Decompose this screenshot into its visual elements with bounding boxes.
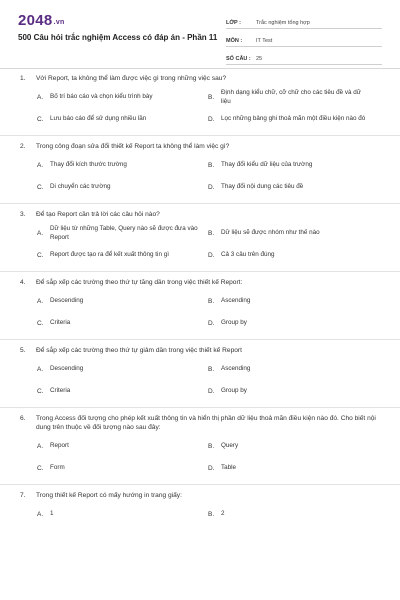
option-text: Table [221, 464, 237, 472]
option-text: Descending [50, 365, 84, 373]
option-text: Group by [221, 319, 247, 327]
question-number: 6. [20, 415, 26, 422]
question-number: 1. [20, 75, 26, 82]
option-text: Ascending [221, 365, 251, 373]
answer-options [0, 219, 400, 265]
option-text: Ascending [221, 297, 251, 305]
question-number: 3. [20, 211, 26, 218]
meta-label: LỚP : [226, 20, 241, 26]
answer-options [0, 287, 400, 333]
option-text: Thay đổi nội dung các tiêu đề [221, 183, 304, 191]
meta-row-subject [226, 32, 382, 47]
question-text: Để sắp xếp các trường theo thứ tự giảm dần trong việc thiết kế Report [36, 347, 242, 354]
option-letter: A. [37, 94, 44, 101]
question-text: Trong công đoạn sửa đổi thiết kế Report ta không thể làm việc gì? [36, 143, 230, 150]
answer-option[interactable] [208, 178, 379, 197]
option-text: Report [50, 442, 69, 450]
meta-value: IT Test [256, 38, 273, 44]
answer-option[interactable] [208, 459, 379, 478]
option-letter: C. [37, 116, 44, 123]
question-header [0, 491, 400, 500]
question-header [0, 142, 400, 151]
option-text: Form [50, 464, 65, 472]
option-letter: A. [37, 298, 44, 305]
option-text: Descending [50, 297, 84, 305]
question-divider [0, 271, 400, 272]
question-text: Để tạo Report cần trả lời các câu hỏi nào? [36, 211, 160, 218]
option-text: Report được tạo ra để kết xuất thông tin gì [50, 251, 169, 259]
answer-option[interactable] [208, 314, 379, 333]
option-letter: D. [208, 388, 215, 395]
option-text: Group by [221, 387, 247, 395]
question-header [0, 278, 400, 287]
option-letter: D. [208, 465, 215, 472]
option-letter: A. [37, 230, 44, 237]
option-text: Dữ liệu từ những Table, Query nào sẽ được đưa vào Report [50, 225, 198, 241]
answer-option[interactable] [37, 246, 208, 265]
question-text: Trong thiết kế Report có mấy hướng in trang giấy: [36, 492, 182, 499]
answer-option[interactable] [208, 246, 379, 265]
option-letter: B. [208, 443, 215, 450]
question-header [0, 346, 400, 355]
option-text: 2 [221, 510, 225, 518]
meta-panel [226, 14, 382, 68]
option-letter: C. [37, 465, 44, 472]
question-divider [0, 339, 400, 340]
option-text: Cả 3 câu trên đúng [221, 251, 275, 259]
answer-option[interactable] [37, 314, 208, 333]
question-text: Để sắp xếp các trường theo thứ tự tăng dần trong việc thiết kế Report: [36, 279, 243, 286]
answer-option[interactable] [37, 505, 208, 524]
question-text: Trong Access đối tượng cho phép kết xuất thông tin và hiển thị phần dữ liệu thoả mãn điều kiện nào đó. Cho biết nội dung trên thuộc về đối tượng nào sau đây: [36, 415, 376, 431]
question-item [0, 210, 400, 265]
question-item [0, 278, 400, 333]
option-letter: D. [208, 320, 215, 327]
question-number: 5. [20, 347, 26, 354]
option-letter: A. [37, 162, 44, 169]
option-text: Lưu báo cáo để sử dụng nhiều lần [50, 115, 147, 123]
answer-option[interactable] [208, 88, 379, 107]
option-letter: D. [208, 252, 215, 259]
option-letter: A. [37, 443, 44, 450]
option-text: Di chuyển các trường [50, 183, 111, 191]
option-letter: B. [208, 298, 215, 305]
meta-value: Trắc nghiệm tổng hợp [256, 20, 310, 26]
answer-option[interactable] [37, 88, 208, 107]
meta-row-count [226, 50, 382, 65]
option-letter: D. [208, 116, 215, 123]
question-text: Với Report, ta không thể làm được việc gì trong những việc sau? [36, 75, 227, 82]
question-divider [0, 484, 400, 485]
page-title: 500 Câu hỏi trắc nghiệm Access có đáp án - Phần 11 [18, 33, 218, 42]
meta-value: 25 [256, 56, 263, 62]
option-letter: B. [208, 511, 215, 518]
option-text: Query [221, 442, 239, 450]
question-divider [0, 203, 400, 204]
option-letter: B. [208, 94, 215, 101]
option-letter: B. [208, 162, 215, 169]
question-divider [0, 135, 400, 136]
question-header [0, 414, 400, 432]
question-number: 7. [20, 492, 26, 499]
logo-text: 2048 [18, 12, 53, 29]
question-item [0, 346, 400, 401]
answer-option[interactable] [37, 110, 208, 129]
answer-option[interactable] [37, 382, 208, 401]
answer-option[interactable] [37, 178, 208, 197]
answer-options [0, 83, 400, 129]
option-text: Định dạng kiểu chữ, cỡ chữ cho các tiêu đề và dữ liệu [221, 89, 361, 105]
option-letter: C. [37, 252, 44, 259]
option-text: 1 [50, 510, 54, 518]
question-list [0, 74, 400, 530]
option-text: Criteria [50, 319, 71, 327]
option-letter: B. [208, 366, 215, 373]
option-letter: C. [37, 184, 44, 191]
answer-option[interactable] [37, 459, 208, 478]
question-item [0, 414, 400, 478]
header-divider [0, 68, 400, 69]
option-text: Criteria [50, 387, 71, 395]
question-divider [0, 407, 400, 408]
question-number: 4. [20, 279, 26, 286]
option-letter: A. [37, 511, 44, 518]
question-header [0, 210, 400, 219]
answer-options [0, 500, 400, 524]
answer-option[interactable] [208, 156, 379, 175]
answer-option[interactable] [208, 292, 379, 311]
option-letter: C. [37, 388, 44, 395]
meta-label: SỐ CÂU : [226, 56, 251, 62]
site-logo[interactable] [18, 12, 65, 29]
answer-options [0, 355, 400, 401]
option-letter: A. [37, 366, 44, 373]
answer-option[interactable] [208, 505, 379, 524]
question-number: 2. [20, 143, 26, 150]
option-letter: D. [208, 184, 215, 191]
page-header [0, 0, 400, 62]
answer-options [0, 432, 400, 478]
option-letter: B. [208, 230, 215, 237]
question-item [0, 142, 400, 197]
option-text: Lọc những bảng ghi thoả mãn một điều kiện nào đó [221, 115, 366, 123]
answer-option[interactable] [37, 156, 208, 175]
question-item [0, 491, 400, 524]
answer-option[interactable] [37, 360, 208, 379]
question-item [0, 74, 400, 129]
question-header [0, 74, 400, 83]
meta-label: MÔN : [226, 38, 243, 44]
answer-option[interactable] [208, 360, 379, 379]
option-text: Thay đổi kích thước trường [50, 161, 127, 169]
option-text: Thay đổi kiểu dữ liệu của trường [221, 161, 313, 169]
answer-option[interactable] [37, 224, 208, 243]
option-letter: C. [37, 320, 44, 327]
answer-option[interactable] [37, 292, 208, 311]
option-text: Dữ liệu sẽ được nhóm như thế nào [221, 229, 320, 237]
option-text: Bố trí báo cáo và chọn kiểu trình bày [50, 93, 153, 101]
answer-option[interactable] [37, 437, 208, 456]
answer-option[interactable] [208, 110, 379, 129]
answer-option[interactable] [208, 224, 379, 243]
answer-options [0, 151, 400, 197]
logo-suffix: .vn [53, 19, 65, 26]
answer-option[interactable] [208, 382, 379, 401]
meta-row-class [226, 14, 382, 29]
answer-option[interactable] [208, 437, 379, 456]
